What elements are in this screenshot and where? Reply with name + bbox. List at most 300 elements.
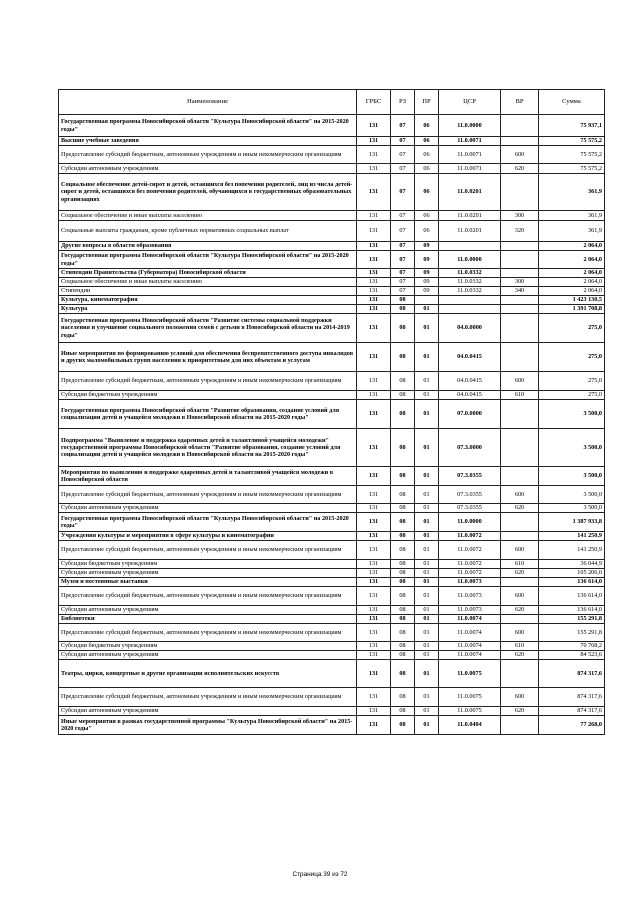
row-vr-cell: 620	[501, 164, 539, 174]
table-row	[59, 278, 605, 287]
row-name-cell: Предоставление субсидий бюджетным, автономным учреждениям и иным некоммерческим организациям	[59, 587, 357, 606]
row-csr-cell: 11.0.0332	[439, 269, 501, 278]
row-sum-cell: 75 575,2	[539, 164, 605, 174]
row-grbs-cell: 131	[357, 137, 391, 146]
header-name: Наименование	[59, 90, 357, 115]
row-csr-cell: 07.3.0000	[439, 429, 501, 467]
row-rz-cell: 07	[391, 137, 415, 146]
row-csr-cell: 11.0.0071	[439, 146, 501, 164]
row-vr-cell	[501, 269, 539, 278]
table-row	[59, 391, 605, 400]
row-rz-cell: 08	[391, 343, 415, 372]
row-sum-cell: 275,0	[539, 391, 605, 400]
row-grbs-cell: 131	[357, 504, 391, 513]
row-sum-cell: 141 250,9	[539, 532, 605, 541]
row-csr-cell: 07.3.0355	[439, 467, 501, 486]
table-header-row	[59, 90, 605, 115]
row-vr-cell: 620	[501, 651, 539, 660]
row-rz-cell: 08	[391, 688, 415, 707]
row-grbs-cell: 131	[357, 651, 391, 660]
row-rz-cell: 08	[391, 587, 415, 606]
row-vr-cell: 340	[501, 287, 539, 296]
row-grbs-cell: 131	[357, 606, 391, 615]
row-vr-cell: 610	[501, 560, 539, 569]
row-rz-cell: 08	[391, 624, 415, 642]
row-name-cell: Учреждения культуры и мероприятия в сфере культуры и кинематографии	[59, 532, 357, 541]
row-vr-cell	[501, 467, 539, 486]
row-csr-cell: 04.0.0000	[439, 314, 501, 343]
table-row	[59, 242, 605, 251]
row-pr-cell: 01	[415, 391, 439, 400]
row-rz-cell: 08	[391, 372, 415, 391]
table-row	[59, 504, 605, 513]
row-rz-cell: 08	[391, 314, 415, 343]
row-pr-cell: 01	[415, 615, 439, 624]
row-grbs-cell: 131	[357, 486, 391, 504]
row-pr-cell: 01	[415, 716, 439, 735]
row-rz-cell: 07	[391, 174, 415, 211]
row-csr-cell: 11.0.0404	[439, 716, 501, 735]
table-row	[59, 164, 605, 174]
row-sum-cell: 84 523,6	[539, 651, 605, 660]
row-csr-cell: 11.0.0072	[439, 541, 501, 560]
row-name-cell: Государственная программа Новосибирской области "Развитие образования, создание условий для социализации детей и учащейся молодежи в Новосибирской области на 2015-2020 годы"	[59, 400, 357, 429]
row-pr-cell: 06	[415, 174, 439, 211]
row-csr-cell: 11.0.0073	[439, 578, 501, 587]
row-csr-cell: 11.0.0074	[439, 642, 501, 651]
row-name-cell: Театры, цирки, концертные и другие организации исполнительских искусств	[59, 660, 357, 688]
row-name-cell: Подпрограмма "Выявление и поддержка одаренных детей и талантливой учащейся молодежи" государственной программы Новосибирской области "Развитие образования, создание условий для социализации детей и учащейся молодежи в Новосибирской области на 2015-2020 годы"	[59, 429, 357, 467]
row-rz-cell: 08	[391, 400, 415, 429]
row-grbs-cell: 131	[357, 287, 391, 296]
row-vr-cell: 300	[501, 278, 539, 287]
row-sum-cell: 136 614,0	[539, 606, 605, 615]
row-pr-cell: 01	[415, 651, 439, 660]
row-grbs-cell: 131	[357, 146, 391, 164]
row-vr-cell	[501, 615, 539, 624]
row-vr-cell	[501, 137, 539, 146]
header-vr: ВР	[501, 90, 539, 115]
row-pr-cell: 06	[415, 221, 439, 242]
row-vr-cell	[501, 400, 539, 429]
row-grbs-cell: 131	[357, 642, 391, 651]
row-vr-cell: 600	[501, 541, 539, 560]
row-grbs-cell: 131	[357, 541, 391, 560]
row-vr-cell	[501, 513, 539, 532]
row-name-cell: Социальное обеспечение и иные выплаты населению	[59, 211, 357, 221]
row-sum-cell: 105 206,0	[539, 569, 605, 578]
row-name-cell: Предоставление субсидий бюджетным, автономным учреждениям и иным некоммерческим организациям	[59, 372, 357, 391]
table-row	[59, 137, 605, 146]
row-name-cell: Высшие учебные заведения	[59, 137, 357, 146]
row-rz-cell: 08	[391, 707, 415, 716]
row-name-cell: Социальное обеспечение и иные выплаты населению	[59, 278, 357, 287]
table-row	[59, 221, 605, 242]
table-row	[59, 513, 605, 532]
row-sum-cell: 3 500,0	[539, 486, 605, 504]
row-sum-cell: 1 387 933,8	[539, 513, 605, 532]
header-csr: ЦСР	[439, 90, 501, 115]
row-grbs-cell: 131	[357, 305, 391, 314]
row-rz-cell: 07	[391, 211, 415, 221]
row-grbs-cell: 131	[357, 716, 391, 735]
row-rz-cell: 07	[391, 269, 415, 278]
row-pr-cell: 09	[415, 242, 439, 251]
row-sum-cell: 3 500,0	[539, 504, 605, 513]
table-row	[59, 296, 605, 305]
row-name-cell: Предоставление субсидий бюджетным, автономным учреждениям и иным некоммерческим организациям	[59, 486, 357, 504]
row-rz-cell: 08	[391, 578, 415, 587]
row-grbs-cell: 131	[357, 429, 391, 467]
table-row	[59, 486, 605, 504]
row-name-cell: Мероприятия по выявлению и поддержке одаренных детей и талантливой учащейся молодежи в Новосибирской области	[59, 467, 357, 486]
row-name-cell: Культура	[59, 305, 357, 314]
row-pr-cell: 01	[415, 305, 439, 314]
row-csr-cell: 11.0.0075	[439, 707, 501, 716]
row-rz-cell: 08	[391, 660, 415, 688]
table-row	[59, 372, 605, 391]
row-vr-cell: 620	[501, 504, 539, 513]
table-row	[59, 651, 605, 660]
row-sum-cell: 2 064,0	[539, 278, 605, 287]
row-grbs-cell: 131	[357, 211, 391, 221]
row-csr-cell: 07.0.0000	[439, 400, 501, 429]
row-pr-cell: 01	[415, 400, 439, 429]
row-pr-cell: 01	[415, 541, 439, 560]
table-row	[59, 314, 605, 343]
row-name-cell: Государственная программа Новосибирской области "Культура Новосибирской области" на 2015-2020 годы"	[59, 513, 357, 532]
header-pr: ПР	[415, 90, 439, 115]
row-rz-cell: 08	[391, 642, 415, 651]
row-name-cell: Стипендии Правительства (Губернатора) Новосибирской области	[59, 269, 357, 278]
row-sum-cell: 155 291,8	[539, 615, 605, 624]
row-name-cell: Иные мероприятия в рамках государственной программы "Культура Новосибирской области" на 2015-2020 годы"	[59, 716, 357, 735]
row-grbs-cell: 131	[357, 707, 391, 716]
table-row	[59, 606, 605, 615]
page-number: Страница 39 из 72	[292, 871, 348, 878]
row-rz-cell: 07	[391, 221, 415, 242]
table-row	[59, 429, 605, 467]
row-vr-cell	[501, 716, 539, 735]
row-vr-cell: 300	[501, 211, 539, 221]
row-rz-cell: 08	[391, 560, 415, 569]
row-csr-cell: 11.0.0000	[439, 513, 501, 532]
row-vr-cell: 600	[501, 372, 539, 391]
row-grbs-cell: 131	[357, 513, 391, 532]
row-vr-cell	[501, 314, 539, 343]
row-name-cell: Культура, кинематография	[59, 296, 357, 305]
row-vr-cell: 600	[501, 624, 539, 642]
row-vr-cell	[501, 296, 539, 305]
row-pr-cell: 01	[415, 578, 439, 587]
row-pr-cell: 01	[415, 504, 439, 513]
row-csr-cell: 11.0.0074	[439, 624, 501, 642]
row-sum-cell: 1 391 708,8	[539, 305, 605, 314]
row-vr-cell	[501, 115, 539, 137]
row-csr-cell: 11.0.0000	[439, 251, 501, 269]
header-rz: РЗ	[391, 90, 415, 115]
row-rz-cell: 08	[391, 513, 415, 532]
row-name-cell: Другие вопросы в области образования	[59, 242, 357, 251]
row-pr-cell: 01	[415, 587, 439, 606]
table-row	[59, 305, 605, 314]
row-sum-cell: 136 614,0	[539, 578, 605, 587]
row-pr-cell: 01	[415, 429, 439, 467]
row-csr-cell: 11.0.0000	[439, 115, 501, 137]
row-grbs-cell: 131	[357, 467, 391, 486]
table-row	[59, 560, 605, 569]
row-grbs-cell: 131	[357, 174, 391, 211]
row-grbs-cell: 131	[357, 587, 391, 606]
table-row	[59, 615, 605, 624]
row-name-cell: Предоставление субсидий бюджетным, автономным учреждениям и иным некоммерческим организациям	[59, 541, 357, 560]
row-pr-cell: 01	[415, 343, 439, 372]
row-name-cell: Иные мероприятия по формированию условий для обеспечения беспрепятственного доступа инвалидов и других маломобильных групп населения к приоритетным для них объектам и услугам	[59, 343, 357, 372]
row-sum-cell: 3 500,0	[539, 429, 605, 467]
row-csr-cell: 11.0.0201	[439, 174, 501, 211]
row-vr-cell	[501, 343, 539, 372]
row-sum-cell: 3 500,0	[539, 400, 605, 429]
row-vr-cell: 610	[501, 642, 539, 651]
row-name-cell: Предоставление субсидий бюджетным, автономным учреждениям и иным некоммерческим организациям	[59, 624, 357, 642]
row-name-cell: Субсидии автономным учреждениям	[59, 707, 357, 716]
row-name-cell: Библиотеки	[59, 615, 357, 624]
row-vr-cell: 610	[501, 391, 539, 400]
row-pr-cell: 09	[415, 278, 439, 287]
row-rz-cell: 08	[391, 651, 415, 660]
table-row	[59, 716, 605, 735]
row-grbs-cell: 131	[357, 278, 391, 287]
row-csr-cell: 11.0.0071	[439, 137, 501, 146]
row-sum-cell: 75 575,2	[539, 146, 605, 164]
table-row	[59, 174, 605, 211]
row-sum-cell: 77 268,0	[539, 716, 605, 735]
row-vr-cell	[501, 251, 539, 269]
row-csr-cell: 11.0.0074	[439, 651, 501, 660]
row-grbs-cell: 131	[357, 251, 391, 269]
row-pr-cell: 01	[415, 513, 439, 532]
row-csr-cell: 07.3.0355	[439, 504, 501, 513]
table-row	[59, 624, 605, 642]
row-grbs-cell: 131	[357, 221, 391, 242]
row-sum-cell: 141 250,9	[539, 541, 605, 560]
row-csr-cell: 04.0.0415	[439, 372, 501, 391]
row-vr-cell: 600	[501, 146, 539, 164]
row-grbs-cell: 131	[357, 269, 391, 278]
row-sum-cell: 2 064,0	[539, 251, 605, 269]
row-grbs-cell: 131	[357, 624, 391, 642]
row-csr-cell: 11.0.0072	[439, 532, 501, 541]
row-csr-cell: 11.0.0075	[439, 688, 501, 707]
table-row	[59, 587, 605, 606]
table-row	[59, 400, 605, 429]
row-csr-cell: 11.0.0074	[439, 615, 501, 624]
row-name-cell: Субсидии автономным учреждениям	[59, 651, 357, 660]
row-sum-cell: 36 044,9	[539, 560, 605, 569]
row-vr-cell: 620	[501, 707, 539, 716]
row-csr-cell: 11.0.0073	[439, 587, 501, 606]
header-sum: Сумма	[539, 90, 605, 115]
row-sum-cell: 275,0	[539, 343, 605, 372]
row-sum-cell: 3 500,0	[539, 467, 605, 486]
row-pr-cell: 06	[415, 115, 439, 137]
row-csr-cell: 11.0.0201	[439, 211, 501, 221]
row-grbs-cell: 131	[357, 532, 391, 541]
row-grbs-cell: 131	[357, 314, 391, 343]
table-row	[59, 146, 605, 164]
row-grbs-cell: 131	[357, 569, 391, 578]
table-row	[59, 467, 605, 486]
row-grbs-cell: 131	[357, 660, 391, 688]
row-csr-cell: 07.3.0355	[439, 486, 501, 504]
row-name-cell: Стипендии	[59, 287, 357, 296]
row-rz-cell: 07	[391, 287, 415, 296]
row-sum-cell: 275,0	[539, 372, 605, 391]
row-pr-cell: 01	[415, 642, 439, 651]
row-sum-cell: 136 614,0	[539, 587, 605, 606]
row-pr-cell: 01	[415, 624, 439, 642]
row-pr-cell	[415, 296, 439, 305]
row-grbs-cell: 131	[357, 372, 391, 391]
row-vr-cell: 320	[501, 221, 539, 242]
row-name-cell: Субсидии автономным учреждениям	[59, 606, 357, 615]
row-rz-cell: 08	[391, 569, 415, 578]
row-rz-cell: 07	[391, 115, 415, 137]
row-rz-cell: 08	[391, 429, 415, 467]
table-row	[59, 688, 605, 707]
row-pr-cell: 01	[415, 372, 439, 391]
row-sum-cell: 2 064,0	[539, 287, 605, 296]
row-rz-cell: 07	[391, 242, 415, 251]
row-csr-cell	[439, 242, 501, 251]
row-sum-cell: 2 064,0	[539, 269, 605, 278]
table-row	[59, 660, 605, 688]
table-row	[59, 115, 605, 137]
row-rz-cell: 08	[391, 296, 415, 305]
table-row	[59, 211, 605, 221]
row-pr-cell: 01	[415, 314, 439, 343]
row-sum-cell: 155 291,8	[539, 624, 605, 642]
row-vr-cell: 600	[501, 486, 539, 504]
row-pr-cell: 09	[415, 251, 439, 269]
row-pr-cell: 09	[415, 269, 439, 278]
row-csr-cell: 11.0.0072	[439, 569, 501, 578]
row-csr-cell: 11.0.0072	[439, 560, 501, 569]
row-vr-cell: 600	[501, 688, 539, 707]
row-grbs-cell: 131	[357, 578, 391, 587]
row-pr-cell: 06	[415, 211, 439, 221]
row-csr-cell: 11.0.0075	[439, 660, 501, 688]
row-csr-cell	[439, 305, 501, 314]
row-rz-cell: 08	[391, 532, 415, 541]
row-rz-cell: 08	[391, 305, 415, 314]
table-row	[59, 343, 605, 372]
row-grbs-cell: 131	[357, 115, 391, 137]
table-row	[59, 707, 605, 716]
row-pr-cell: 01	[415, 707, 439, 716]
row-rz-cell: 08	[391, 606, 415, 615]
row-grbs-cell: 131	[357, 400, 391, 429]
row-name-cell: Социальное обеспечение детей-сирот и детей, оставшихся без попечения родителей, лиц из числа детей-сирот и детей, оставшихся без попечения родителей, обучающихся в государственных образовательных организациях	[59, 174, 357, 211]
row-csr-cell: 11.0.0201	[439, 221, 501, 242]
table-row	[59, 578, 605, 587]
row-sum-cell: 75 937,1	[539, 115, 605, 137]
row-vr-cell: 620	[501, 569, 539, 578]
row-name-cell: Субсидии автономным учреждениям	[59, 164, 357, 174]
row-pr-cell: 01	[415, 660, 439, 688]
row-pr-cell: 01	[415, 486, 439, 504]
row-sum-cell: 70 768,2	[539, 642, 605, 651]
row-rz-cell: 08	[391, 716, 415, 735]
row-csr-cell: 11.0.0332	[439, 278, 501, 287]
table-row	[59, 269, 605, 278]
row-name-cell: Предоставление субсидий бюджетным, автономным учреждениям и иным некоммерческим организациям	[59, 688, 357, 707]
row-name-cell: Субсидии бюджетным учреждениям	[59, 642, 357, 651]
row-pr-cell: 06	[415, 164, 439, 174]
row-pr-cell: 01	[415, 467, 439, 486]
table-row	[59, 287, 605, 296]
row-grbs-cell: 131	[357, 391, 391, 400]
row-pr-cell: 01	[415, 688, 439, 707]
row-rz-cell: 08	[391, 467, 415, 486]
row-vr-cell	[501, 174, 539, 211]
row-sum-cell: 2 064,0	[539, 242, 605, 251]
row-csr-cell	[439, 296, 501, 305]
row-rz-cell: 07	[391, 278, 415, 287]
row-rz-cell: 07	[391, 146, 415, 164]
row-pr-cell: 01	[415, 606, 439, 615]
row-vr-cell	[501, 532, 539, 541]
row-name-cell: Субсидии автономным учреждениям	[59, 569, 357, 578]
row-pr-cell: 06	[415, 137, 439, 146]
row-csr-cell: 04.0.0415	[439, 343, 501, 372]
row-sum-cell: 75 575,2	[539, 137, 605, 146]
row-name-cell: Социальные выплаты гражданам, кроме публичных нормативных социальных выплат	[59, 221, 357, 242]
row-grbs-cell: 131	[357, 164, 391, 174]
row-rz-cell: 08	[391, 504, 415, 513]
row-csr-cell: 11.0.0332	[439, 287, 501, 296]
row-name-cell: Субсидии бюджетным учреждениям	[59, 560, 357, 569]
row-pr-cell: 06	[415, 146, 439, 164]
row-sum-cell: 361,9	[539, 174, 605, 211]
table-row	[59, 251, 605, 269]
row-grbs-cell: 131	[357, 615, 391, 624]
row-csr-cell: 11.0.0071	[439, 164, 501, 174]
header-grbs: ГРБС	[357, 90, 391, 115]
row-grbs-cell: 131	[357, 688, 391, 707]
row-rz-cell: 08	[391, 541, 415, 560]
row-pr-cell: 01	[415, 560, 439, 569]
row-csr-cell: 11.0.0073	[439, 606, 501, 615]
row-rz-cell: 08	[391, 615, 415, 624]
row-rz-cell: 07	[391, 251, 415, 269]
row-name-cell: Субсидии автономным учреждениям	[59, 504, 357, 513]
row-name-cell: Государственная программа Новосибирской области "Развитие системы социальной поддержки населения и улучшение социального положения семей с детьми в Новосибирской области на 2014-2019 годы"	[59, 314, 357, 343]
row-vr-cell	[501, 305, 539, 314]
row-grbs-cell: 131	[357, 343, 391, 372]
row-name-cell: Субсидии бюджетным учреждениям	[59, 391, 357, 400]
row-pr-cell: 01	[415, 532, 439, 541]
row-rz-cell: 08	[391, 486, 415, 504]
row-grbs-cell: 131	[357, 296, 391, 305]
row-name-cell: Государственная программа Новосибирской области "Культура Новосибирской области" на 2015-2020 годы"	[59, 251, 357, 269]
row-vr-cell	[501, 578, 539, 587]
row-sum-cell: 874 317,6	[539, 688, 605, 707]
row-vr-cell	[501, 242, 539, 251]
row-sum-cell: 361,9	[539, 221, 605, 242]
row-sum-cell: 361,9	[539, 211, 605, 221]
row-name-cell: Предоставление субсидий бюджетным, автономным учреждениям и иным некоммерческим организациям	[59, 146, 357, 164]
